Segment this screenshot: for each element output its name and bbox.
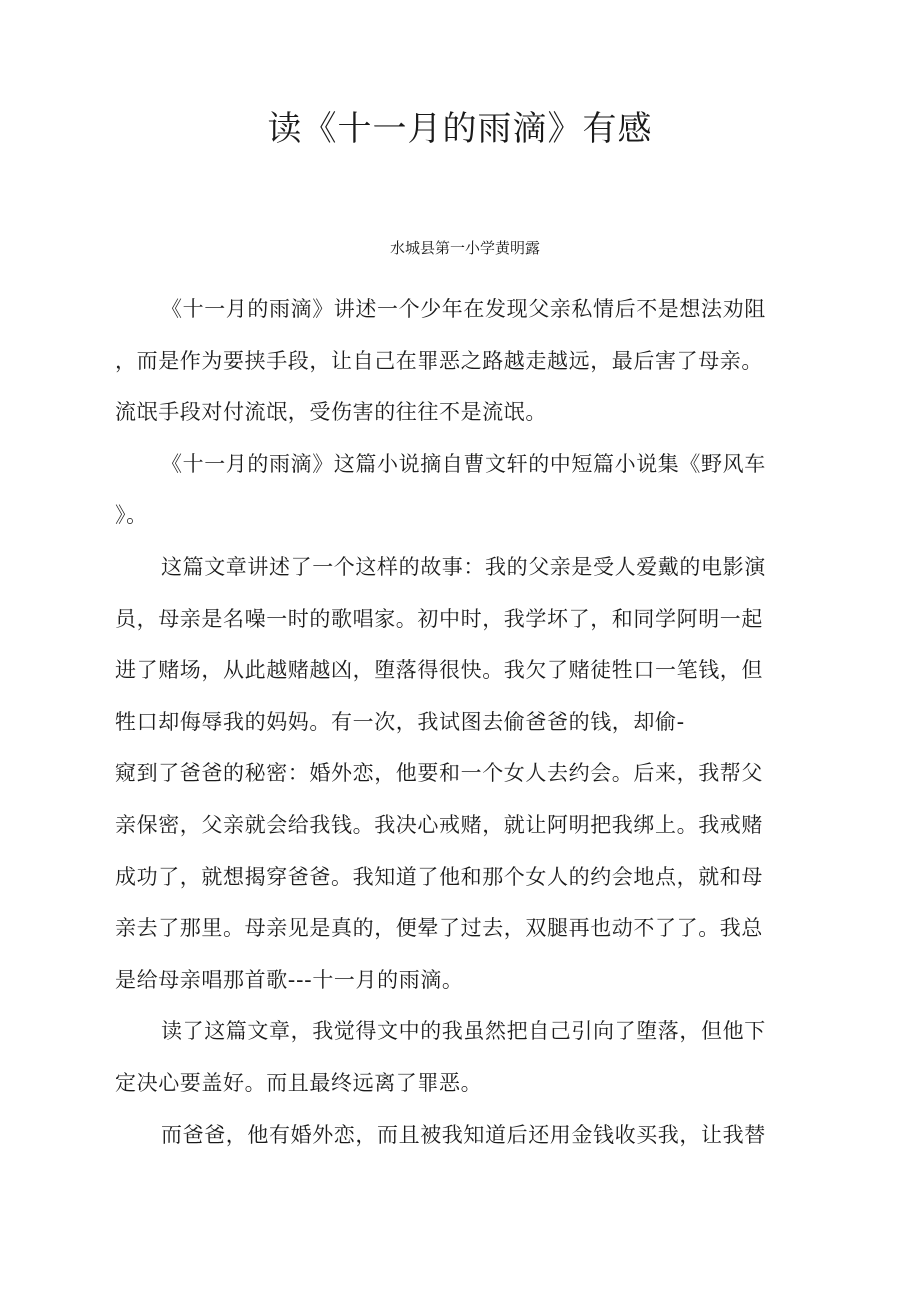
text-line: 亲去了那里。母亲见是真的，便晕了过去，双腿再也动不了了。我总 xyxy=(115,916,763,941)
author-line: 水城县第一小学黄明露 xyxy=(389,239,540,257)
text-line: 流氓手段对付流氓，受伤害的往往不是流氓。 xyxy=(115,400,547,425)
text-line: 员，母亲是名噪一时的歌唱家。初中时，我学坏了，和同学阿明一起 xyxy=(115,606,763,631)
text-line: 这篇文章讲述了一个这样的故事：我的父亲是受人爱戴的电影演 xyxy=(161,554,766,579)
text-line: 窥到了爸爸的秘密：婚外恋，他要和一个女人去约会。后来，我帮父 xyxy=(115,761,763,786)
text-line: 《十一月的雨滴》这篇小说摘自曹文轩的中短篇小说集《野风车 xyxy=(161,451,766,476)
text-line: 读了这篇文章，我觉得文中的我虽然把自己引向了堕落，但他下 xyxy=(161,1019,766,1044)
text-line: 》。 xyxy=(115,503,148,528)
text-line: 而爸爸，他有婚外恋，而且被我知道后还用金钱收买我，让我替 xyxy=(161,1122,766,1147)
text-line: 《十一月的雨滴》讲述一个少年在发现父亲私情后不是想法劝阻 xyxy=(161,297,766,321)
text-line: 进了赌场，从此越赌越凶，堕落得很快。我欠了赌徒牲口一笔钱，但 xyxy=(115,658,763,683)
text-line: 定决心要盖好。而且最终远离了罪恶。 xyxy=(115,1070,483,1095)
text-line: 成功了，就想揭穿爸爸。我知道了他和那个女人的约会地点，就和母 xyxy=(115,864,763,889)
body-text xyxy=(115,284,815,1161)
text-line: 牲口却侮辱我的妈妈。有一次，我试图去偷爸爸的钱，却偷- xyxy=(115,709,685,734)
document-title: 读《十一月的雨滴》有感 xyxy=(267,109,653,149)
text-line: ，而是作为要挟手段，让自己在罪恶之路越走越远，最后害了母亲。 xyxy=(115,348,763,373)
text-line: 亲保密，父亲就会给我钱。我决心戒赌，就让阿明把我绑上。我戒赌 xyxy=(115,812,763,837)
text-line: 是给母亲唱那首歌---十一月的雨滴。 xyxy=(115,967,464,992)
